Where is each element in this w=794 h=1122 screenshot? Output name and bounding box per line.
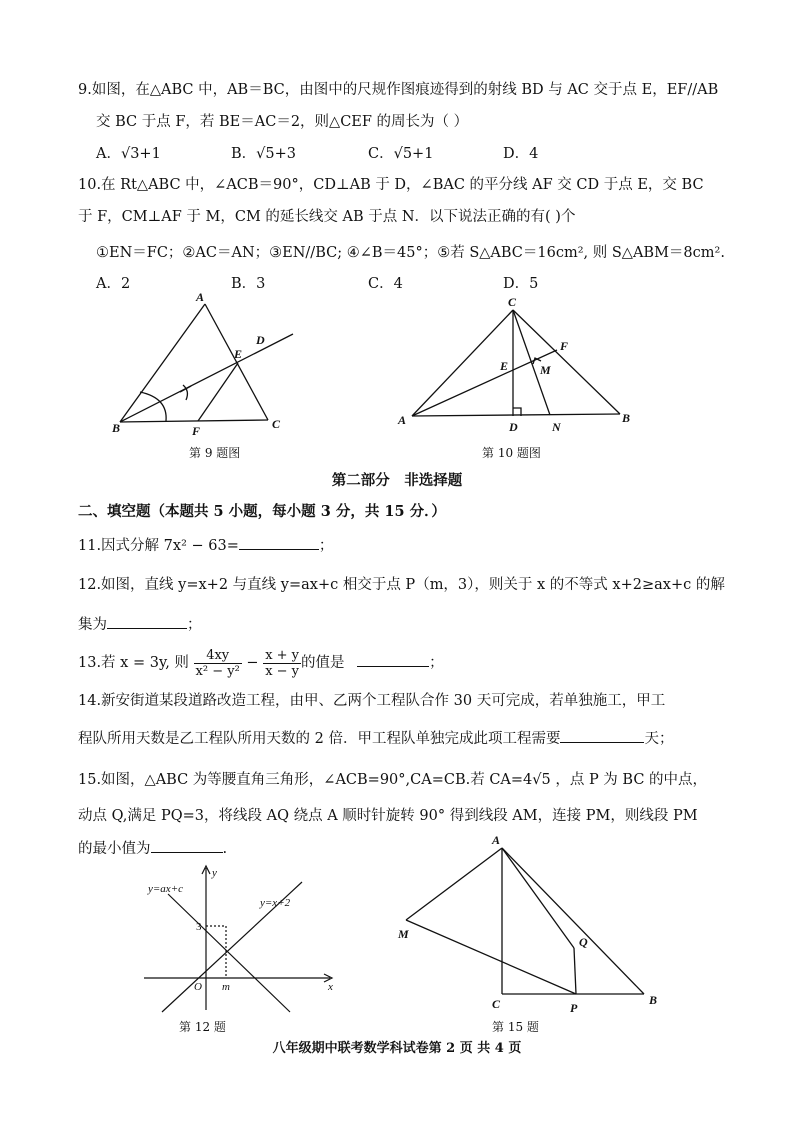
q14-text: 程队所用天数是乙工程队所用天数的 2 倍．甲工程队单独完成此项工程需要 [78, 731, 561, 747]
fig10-label-d: D [509, 420, 518, 434]
fig15-caption: 第 15 题 [492, 1020, 539, 1034]
fig10-side-ab [412, 414, 620, 416]
fig9-arc-mark [183, 385, 187, 400]
q13-minus: − [246, 655, 259, 671]
fig15-side-ab [502, 848, 644, 994]
q11-suffix: ； [318, 538, 334, 554]
q15-suffix: . [222, 841, 228, 857]
q11-line [78, 535, 333, 556]
q13-answer-blank[interactable] [357, 652, 429, 667]
q15-line3 [78, 838, 227, 859]
q12-suffix: ； [187, 617, 202, 633]
q14-line1: 14.新安街道某段道路改造工程，由甲、乙两个工程队合作 30 天可完成，若单独施工，甲工 [78, 693, 666, 709]
q9-line2: 交 BC 于点 F，若 BE＝AC＝2，则△CEF 的周长为（ ） [96, 114, 469, 130]
q15-line1: 15.如图，△ABC 为等腰直角三角形，∠ACB=90°,CA=CB.若 CA=4√5 ，点 P 为 BC 的中点， [78, 772, 708, 788]
fig15-seg-qp [574, 948, 576, 994]
q9-option-b: B．√5+3 [231, 146, 296, 162]
q14-suffix: 天； [644, 731, 674, 747]
fig9-side-bc [120, 420, 268, 422]
q13-den2: x − y [265, 663, 300, 679]
fig9-label-e: E [234, 347, 243, 361]
fig15-label-q: Q [579, 935, 588, 949]
fig9-label-f: F [192, 424, 201, 438]
fig10-label-m: M [540, 363, 551, 377]
q10-line2: 于 F，CM⊥AF 于 M，CM 的延长线交 AB 于点 N．以下说法正确的有( )个 [78, 209, 576, 225]
fig15-label-c: C [492, 997, 501, 1011]
q10-line3: ①EN＝FC；②AC＝AN；③EN//BC; ④∠B＝45°；⑤若 S△ABC＝16cm², 则 S△ABM＝8cm². [96, 245, 725, 261]
fig12-label-m: m [222, 981, 230, 993]
fig9-label-d: D [256, 333, 265, 347]
q10-option-c: C．4 [368, 276, 403, 292]
q13-num2: x + y [265, 647, 300, 663]
fig15-seg-aq [502, 848, 574, 948]
fig12-label-x: x [328, 981, 333, 993]
fig12-line-yaxc [168, 894, 290, 1012]
q14-line2 [78, 728, 673, 749]
part2-title: 第二部分 非选择题 [331, 472, 463, 489]
q9-option-c: C．√5+1 [368, 146, 434, 162]
fig9-label-c: C [272, 417, 281, 431]
fig9-label-a: A [196, 290, 205, 304]
section-fill-title: 二、填空题（本题共 5 小题，每小题 3 分，共 15 分．） [78, 503, 446, 520]
figure-12 [140, 862, 350, 1014]
q13-fraction-2 [263, 648, 301, 679]
q12-line1: 12.如图，直线 y=x+2 与直线 y=ax+c 相交于点 P（m，3），则关于 x 的不等式 x+2≥ax+c 的解 [78, 577, 725, 593]
fig10-label-b: B [622, 411, 631, 425]
q13-line [78, 643, 444, 683]
q13-suffix: 的值是 [301, 655, 345, 671]
q10-option-b: B．3 [231, 276, 266, 292]
fig12-label-y: y [212, 867, 217, 879]
q15-line2: 动点 Q,满足 PQ=3，将线段 AQ 绕点 A 顺时针旋转 90° 得到线段 AM，连接 PM，则线段 PM [78, 808, 698, 824]
page-footer: 八年级期中联考数学科试卷第 2 页 共 4 页 [272, 1041, 522, 1056]
fig10-side-ac [412, 310, 513, 416]
fig12-label-o: O [194, 981, 202, 993]
q12-line2 [78, 614, 202, 635]
q10-option-a: A．2 [96, 276, 131, 292]
fig15-seg-mp [406, 920, 576, 994]
q13-num1: 4xy [194, 648, 242, 664]
figure-9 [110, 288, 310, 438]
q15-text: 的最小值为 [78, 841, 151, 857]
q12-answer-blank[interactable] [107, 614, 187, 629]
fig15-label-p: P [570, 1001, 578, 1015]
q9-line1: 9.如图，在△ABC 中，AB＝BC，由图中的尺规作图痕迹得到的射线 BD 与 AC 交于点 E，EF//AB [78, 82, 719, 98]
fig12-caption: 第 12 题 [179, 1020, 226, 1034]
figure-10 [392, 292, 642, 434]
fig12-label-line1: y=ax+c [148, 883, 183, 895]
q13-prefix: 13.若 x = 3y, 则 [78, 655, 189, 671]
q9-option-a: A．√3+1 [96, 146, 161, 162]
q14-answer-blank[interactable] [560, 728, 644, 743]
fig15-seg-am [406, 848, 502, 920]
fig10-caption: 第 10 题图 [482, 446, 541, 460]
q11-answer-blank[interactable] [239, 535, 319, 550]
q11-text: 11.因式分解 7x² − 63= [78, 538, 239, 554]
fig12-label-3: 3 [196, 921, 202, 933]
fig12-label-line2: y=x+2 [260, 897, 291, 909]
fig10-label-n: N [552, 420, 561, 434]
q13-end: ； [429, 655, 444, 671]
fig10-bisector-af [412, 350, 557, 416]
fig10-label-c: C [508, 295, 517, 309]
fig9-label-b: B [112, 421, 121, 435]
fig10-label-a: A [398, 413, 407, 427]
fig9-caption: 第 9 题图 [189, 446, 241, 460]
q9-option-d: D．4 [503, 146, 539, 162]
fig15-label-a: A [492, 833, 501, 847]
fig15-label-b: B [649, 993, 658, 1007]
fig10-side-cb [513, 310, 620, 414]
q13-fraction-1 [194, 648, 242, 679]
fig9-arc [140, 392, 166, 421]
fig15-label-m: M [398, 927, 409, 941]
q15-answer-blank[interactable] [151, 838, 223, 853]
fig10-label-f: F [560, 339, 569, 353]
q12-text: 集为 [78, 617, 107, 633]
fig9-side-ac [205, 304, 268, 420]
q13-den1: x² − y² [195, 663, 240, 679]
q10-option-d: D．5 [503, 276, 539, 292]
q10-line1: 10.在 Rt△ABC 中，∠ACB＝90°，CD⊥AB 于 D，∠BAC 的平分线 AF 交 CD 于点 E，交 BC [78, 177, 704, 193]
figure-15 [390, 830, 670, 1016]
fig10-label-e: E [500, 359, 509, 373]
